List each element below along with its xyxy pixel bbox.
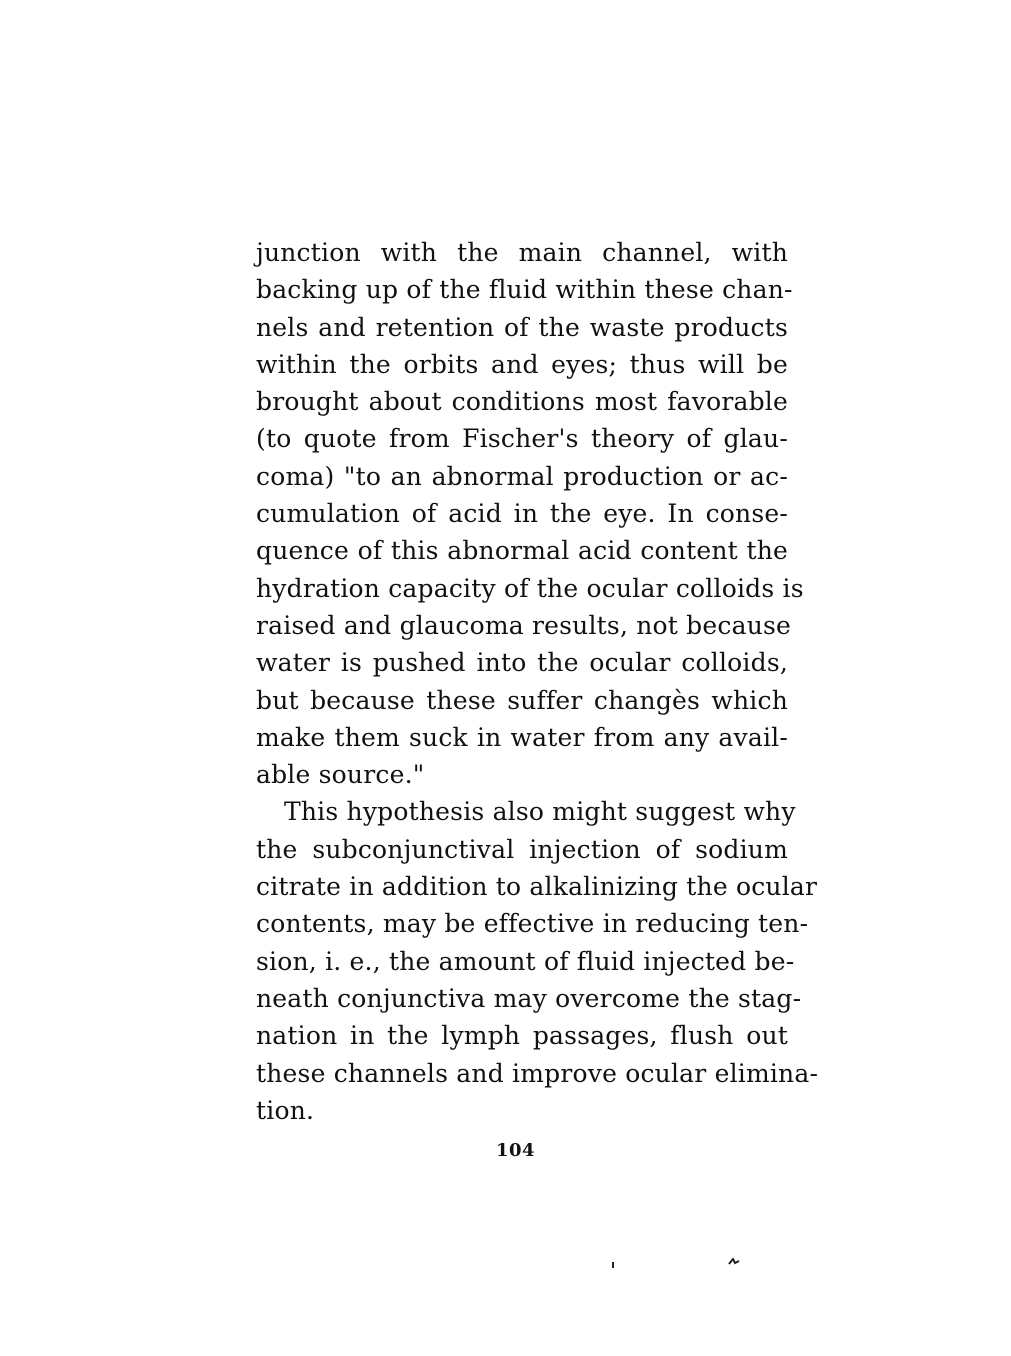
text-line: backing up of the fluid within these chan- (256, 275, 793, 305)
text-line: nation in the lymph passages, flush out (256, 1021, 788, 1051)
text-line: water is pushed into the ocular colloids, (256, 648, 788, 678)
text-line: coma) "to an abnormal production or ac- (256, 461, 788, 491)
text-line: tion. (256, 1095, 315, 1125)
text-line: This hypothesis also might suggest why (284, 797, 796, 827)
text-line: quence of this abnormal acid content the (256, 536, 788, 566)
page-number-text: 104 (495, 1140, 536, 1161)
scan-speck (612, 1262, 614, 1268)
scan-speck-mark (728, 1258, 740, 1266)
text-line: sion, i. e., the amount of fluid injected be- (256, 946, 795, 976)
body-text (256, 234, 819, 1129)
text-line: raised and glaucoma results, not because (256, 610, 792, 640)
page-number (0, 1140, 1011, 1161)
paragraph-1 (256, 234, 804, 793)
text-line: (to quote from Fischer's theory of glau- (256, 424, 788, 454)
text-line: citrate in addition to alkalinizing the ocular (256, 872, 818, 902)
text-line: able source." (256, 760, 425, 790)
text-line: make them suck in water from any avail- (256, 722, 788, 752)
text-line: these channels and improve ocular elimina- (256, 1058, 819, 1088)
paragraph-2 (256, 793, 819, 1129)
text-line: but because these suffer changès which (256, 685, 788, 715)
text-line: within the orbits and eyes; thus will be (256, 349, 788, 379)
text-line: neath conjunctiva may overcome the stag- (256, 983, 802, 1013)
text-line: contents, may be effective in reducing ten- (256, 909, 809, 939)
text-line: brought about conditions most favorable (256, 387, 788, 417)
text-line: cumulation of acid in the eye. In conse- (256, 499, 788, 529)
text-line: junction with the main channel, with (256, 238, 788, 267)
text-line: the subconjunctival injection of sodium (256, 834, 788, 864)
text-line: nels and retention of the waste products (256, 312, 788, 342)
text-line: hydration capacity of the ocular colloids is (256, 573, 804, 603)
